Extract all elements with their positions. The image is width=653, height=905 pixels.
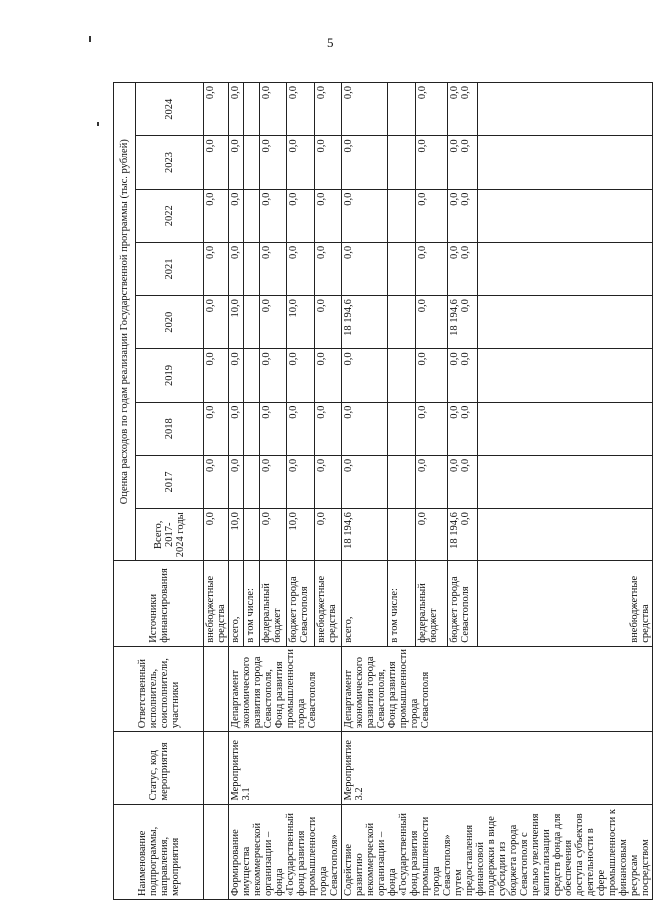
value-cell: 0,0: [259, 349, 286, 402]
value-cell: 0,0: [287, 136, 314, 189]
value-cell: 0,0: [259, 189, 286, 242]
value-cell: 0,0: [416, 136, 448, 189]
value-cell: 0,0: [204, 242, 229, 295]
value-cell: 0,0 0,0: [448, 83, 478, 136]
header-year: 2018: [136, 402, 204, 455]
value-cell: 0,0: [314, 455, 341, 508]
header-status: Статус, код мероприятия: [114, 732, 204, 804]
value-cell: [388, 242, 416, 295]
value-cell: 0,0: [314, 402, 341, 455]
value-cell: [478, 296, 653, 349]
value-cell: 0,0 0,0: [448, 136, 478, 189]
value-cell: 0,0: [204, 455, 229, 508]
header-year: 2023: [136, 136, 204, 189]
value-cell: [478, 455, 653, 508]
value-cell: [388, 83, 416, 136]
table-row: [229, 83, 244, 900]
value-cell: [244, 455, 259, 508]
source-cell: бюджет города Севастополя: [448, 561, 478, 646]
value-cell: [388, 136, 416, 189]
value-cell: 0,0: [342, 189, 388, 242]
value-cell: [478, 83, 653, 136]
header-estimate: Оценка расходов по годам реализации Государственной программы (тыс. рублей): [114, 83, 136, 561]
value-cell: [244, 296, 259, 349]
value-cell: 0,0: [314, 509, 341, 561]
header-executor: Ответственный исполнитель, соисполнители, участники: [114, 646, 204, 731]
value-cell: 18 194,6: [342, 509, 388, 561]
value-cell: [244, 136, 259, 189]
value-cell: [478, 242, 653, 295]
value-cell: 0,0: [259, 242, 286, 295]
value-cell: 0,0 0,0: [448, 242, 478, 295]
value-cell: [388, 189, 416, 242]
value-cell: 0,0: [342, 455, 388, 508]
table-row: [342, 83, 388, 900]
value-cell: [478, 402, 653, 455]
empty-cell: [204, 646, 229, 731]
empty-cell: [204, 804, 229, 899]
header-year: 2021: [136, 242, 204, 295]
value-cell: 0,0: [287, 402, 314, 455]
value-cell: 0,0: [287, 349, 314, 402]
value-cell: 0,0: [342, 136, 388, 189]
value-cell: 0,0: [204, 189, 229, 242]
value-cell: 0,0: [229, 349, 244, 402]
value-cell: 0,0: [416, 242, 448, 295]
value-cell: [244, 402, 259, 455]
source-cell: федеральный бюджет: [416, 561, 448, 646]
page-number: 5: [327, 35, 334, 50]
value-cell: [244, 189, 259, 242]
value-cell: 10,0: [287, 509, 314, 561]
value-cell: 0,0: [204, 296, 229, 349]
value-cell: 0,0 0,0: [448, 455, 478, 508]
value-cell: [478, 509, 653, 561]
value-cell: [388, 402, 416, 455]
value-cell: 0,0: [416, 509, 448, 561]
value-cell: [478, 349, 653, 402]
value-cell: 0,0: [287, 83, 314, 136]
value-cell: 0,0: [204, 509, 229, 561]
source-cell: федеральный бюджет: [259, 561, 286, 646]
measure-name: Содействие развитию некоммерческой организации – фонда «Государственный фонд развития промышленности города Севастополя» путем предоставления финансовой поддержки в виде субсидии из бюджета города Севастополя с целью увеличения капитализации средств фонда для обеспечения доступа субъектов деятельности в сфере промышленности к финансовым ресурсам посредством: [342, 804, 653, 899]
value-cell: 0,0: [229, 455, 244, 508]
value-cell: [244, 83, 259, 136]
value-cell: 0,0: [287, 242, 314, 295]
value-cell: 0,0: [314, 242, 341, 295]
header-year: 2019: [136, 349, 204, 402]
value-cell: 0,0 0,0: [448, 349, 478, 402]
value-cell: [478, 136, 653, 189]
value-cell: 0,0: [416, 296, 448, 349]
value-cell: 0,0: [314, 83, 341, 136]
value-cell: 0,0: [287, 455, 314, 508]
value-cell: 0,0: [229, 242, 244, 295]
value-cell: [388, 509, 416, 561]
value-cell: 0,0: [287, 189, 314, 242]
value-cell: 10,0: [229, 509, 244, 561]
value-cell: [244, 242, 259, 295]
header-total: Всего, 2017-2024 годы: [136, 509, 204, 561]
empty-cell: [204, 732, 229, 804]
value-cell: 0,0: [259, 509, 286, 561]
value-cell: 0,0: [204, 402, 229, 455]
measure-executor: Департамент экономического развития города Севастополя, Фонд развития промышленности города Севастополя: [229, 646, 342, 731]
value-cell: [478, 189, 653, 242]
header-source: Источники финансирования: [114, 561, 204, 646]
value-cell: 18 194,6: [342, 296, 388, 349]
value-cell: 0,0: [314, 136, 341, 189]
value-cell: 0,0: [259, 296, 286, 349]
value-cell: [244, 349, 259, 402]
value-cell: 0,0: [416, 455, 448, 508]
value-cell: 10,0: [287, 296, 314, 349]
header-year: 2024: [136, 83, 204, 136]
value-cell: 18 194,6 0,0: [448, 296, 478, 349]
value-cell: 0,0: [204, 83, 229, 136]
value-cell: 0,0 0,0: [448, 402, 478, 455]
measure-code: Мероприятие 3.1: [229, 732, 342, 804]
source-cell: всего,: [229, 561, 244, 646]
value-cell: 0,0: [314, 349, 341, 402]
scan-mark: [97, 122, 99, 126]
value-cell: [388, 349, 416, 402]
value-cell: [244, 509, 259, 561]
value-cell: 0,0: [259, 402, 286, 455]
source-cell: бюджет города Севастополя: [287, 561, 314, 646]
value-cell: 0,0: [342, 83, 388, 136]
value-cell: 0,0: [229, 136, 244, 189]
value-cell: 0,0: [416, 349, 448, 402]
value-cell: 0,0: [416, 189, 448, 242]
source-cell: всего,: [342, 561, 388, 646]
header-year: 2020: [136, 296, 204, 349]
value-cell: 0,0: [314, 296, 341, 349]
header-year: 2017: [136, 455, 204, 508]
value-cell: 0,0: [342, 242, 388, 295]
value-cell: 0,0: [259, 455, 286, 508]
value-cell: 0,0: [416, 83, 448, 136]
measure-name: Формирование имущества некоммерческой организации – фонда «Государственный фонд развития промышленности города Севастополя»: [229, 804, 342, 899]
value-cell: 0,0: [416, 402, 448, 455]
value-cell: 18 194,6 0,0: [448, 509, 478, 561]
header-name: Наименование подпрограммы, направления, мероприятия: [114, 804, 204, 899]
measure-executor: Департамент экономического развития города Севастополя, Фонд развития промышленности города Севастополя: [342, 646, 653, 731]
measure-code: Мероприятие 3.2: [342, 732, 653, 804]
value-cell: 0,0 0,0: [448, 189, 478, 242]
source-cell: в том числе:: [244, 561, 259, 646]
scan-mark: [89, 36, 91, 42]
value-cell: 0,0: [342, 402, 388, 455]
value-cell: 0,0: [259, 83, 286, 136]
value-cell: [388, 455, 416, 508]
value-cell: 0,0: [229, 402, 244, 455]
value-cell: 0,0: [229, 83, 244, 136]
source-cell: внебюджетные средства: [314, 561, 341, 646]
value-cell: [388, 296, 416, 349]
value-cell: 0,0: [259, 136, 286, 189]
source-cell: в том числе:: [388, 561, 416, 646]
value-cell: 0,0: [204, 136, 229, 189]
value-cell: 0,0: [314, 189, 341, 242]
value-cell: 0,0: [204, 349, 229, 402]
budget-table: [113, 82, 653, 900]
value-cell: 10,0: [229, 296, 244, 349]
value-cell: 0,0: [342, 349, 388, 402]
rotated-budget-table: [113, 82, 651, 900]
value-cell: 0,0: [229, 189, 244, 242]
source-cell: внебюджетные средства: [204, 561, 229, 646]
header-year: 2022: [136, 189, 204, 242]
source-cell: внебюджетные средства: [478, 561, 653, 646]
